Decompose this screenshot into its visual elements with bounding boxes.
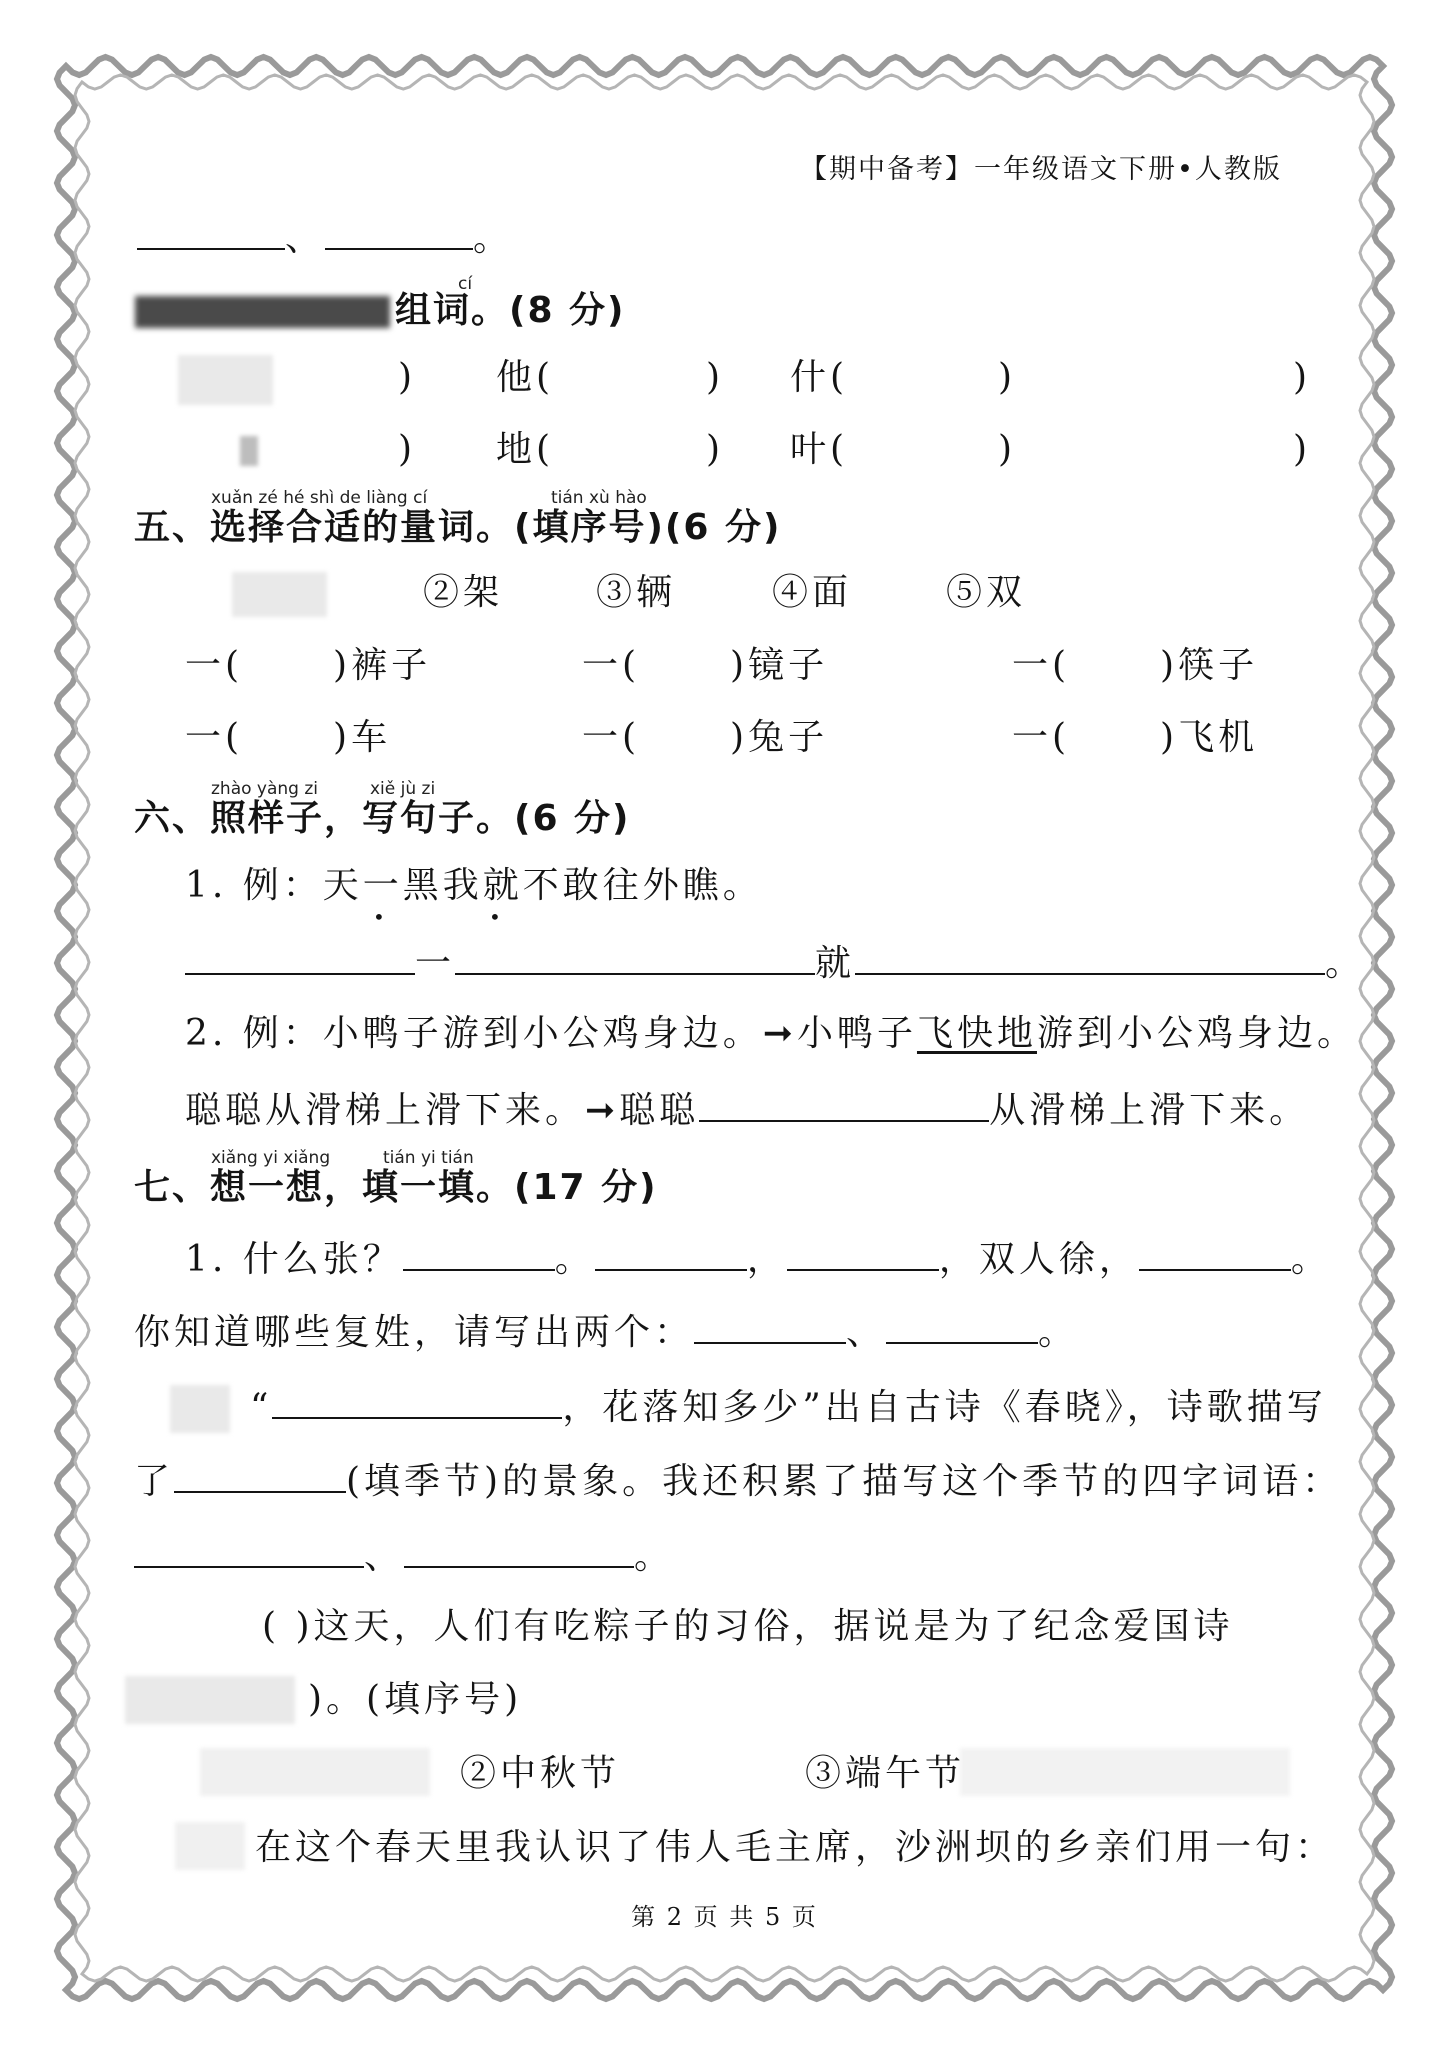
pinyin: tián xù hào <box>551 488 647 508</box>
q4-char: 他 <box>496 357 537 398</box>
q7-title: 七、想一想，填一填。(17 分) <box>134 1167 658 1208</box>
blank[interactable] <box>886 1312 1038 1344</box>
redacted-region <box>232 572 327 617</box>
q5-option: ⑤双 <box>946 572 1027 613</box>
q6-answer-2: 聪聪从滑梯上滑下来。➞聪聪 从滑梯上滑下来。 <box>185 1090 1310 1131</box>
top-blank-line: 、 。 <box>137 218 513 257</box>
q5-item: 一( )镜子 <box>582 645 829 686</box>
blank[interactable] <box>455 943 815 975</box>
q5-title: 五、选择合适的量词。(填序号)(6 分) <box>134 507 782 548</box>
q5-option: ④面 <box>772 572 853 613</box>
q6-example-1: 1. 例：天一黑我就不敢往外瞧。 <box>185 865 763 906</box>
redacted-region <box>125 1676 295 1724</box>
pinyin: xiǎng yi xiǎng <box>211 1148 331 1168</box>
q7-line-4: 了 (填季节)的景象。我还积累了描写这个季节的四字词语： <box>134 1461 1343 1502</box>
redacted-region <box>135 296 390 328</box>
q4-row1: ) <box>398 357 417 398</box>
q7-line-7: )。(填序号) <box>308 1679 523 1720</box>
q7-line-8: 在这个春天里我认识了伟人毛主席，沙洲坝的乡亲们用一句： <box>255 1827 1336 1868</box>
blank[interactable] <box>1139 1239 1291 1271</box>
q7-line-5: 、 。 <box>134 1536 674 1575</box>
blank[interactable] <box>134 1536 364 1568</box>
q7-line-2: 你知道哪些复姓，请写出两个： 、 。 <box>134 1312 1079 1353</box>
redacted-region <box>960 1748 1290 1796</box>
redacted-region <box>200 1748 430 1796</box>
q7-line-6: ( )这天，人们有吃粽子的习俗，据说是为了纪念爱国诗 <box>262 1606 1234 1647</box>
blank[interactable] <box>404 1536 634 1568</box>
blank[interactable] <box>185 943 415 975</box>
page-footer: 第 2 页 共 5 页 <box>631 1903 818 1931</box>
blank[interactable] <box>174 1461 346 1493</box>
pinyin: tián yi tián <box>383 1148 474 1168</box>
blank[interactable] <box>699 1090 989 1122</box>
redacted-region <box>240 436 258 466</box>
blank[interactable] <box>272 1387 562 1419</box>
q4-char: 什 <box>790 357 831 398</box>
q5-item: 一( )筷子 <box>1012 645 1259 686</box>
blank[interactable] <box>855 943 1325 975</box>
q4-title: 组词。(8 分) <box>395 290 626 331</box>
q6-answer-1: 一 就 。 <box>185 943 1365 982</box>
redacted-region <box>175 1822 245 1870</box>
blank[interactable] <box>403 1239 555 1271</box>
emphasis-dot: • <box>373 905 385 929</box>
q5-item: 一( )裤子 <box>185 645 432 686</box>
q4-char: 地 <box>496 429 537 470</box>
blank[interactable] <box>137 218 285 250</box>
q5-item: 一( )车 <box>185 717 392 758</box>
q5-item: 一( )兔子 <box>582 717 829 758</box>
blank[interactable] <box>325 218 473 250</box>
q5-item: 一( )飞机 <box>1012 717 1259 758</box>
q7-option: ③端午节 <box>805 1753 966 1794</box>
pinyin: xuǎn zé hé shì de liàng cí <box>211 488 428 508</box>
q6-title: 六、照样子，写句子。(6 分) <box>134 798 631 839</box>
q5-option: ②架 <box>423 572 504 613</box>
redacted-region <box>178 355 273 405</box>
q7-line-1: 1. 什么张？ 。 ， ，双人徐， 。 <box>185 1239 1331 1280</box>
redacted-region <box>170 1385 230 1433</box>
blank[interactable] <box>595 1239 747 1271</box>
blank[interactable] <box>787 1239 939 1271</box>
pinyin: zhào yàng zi <box>211 779 319 799</box>
q5-option: ③辆 <box>596 572 677 613</box>
header-title: 【期中备考】一年级语文下册•人教版 <box>800 154 1282 185</box>
q6-example-2: 2. 例：小鸭子游到小公鸡身边。➞小鸭子飞快地游到小公鸡身边。 <box>185 1013 1357 1054</box>
pinyin: cí <box>458 274 473 294</box>
q7-line-3: “ ，花落知多少”出自古诗《春晓》，诗歌描写 <box>250 1387 1327 1428</box>
blank[interactable] <box>694 1312 846 1344</box>
q4-char: 叶 <box>790 429 831 470</box>
q7-option: ②中秋节 <box>460 1753 621 1794</box>
pinyin: xiě jù zi <box>370 779 436 799</box>
emphasis-dot: • <box>489 905 501 929</box>
